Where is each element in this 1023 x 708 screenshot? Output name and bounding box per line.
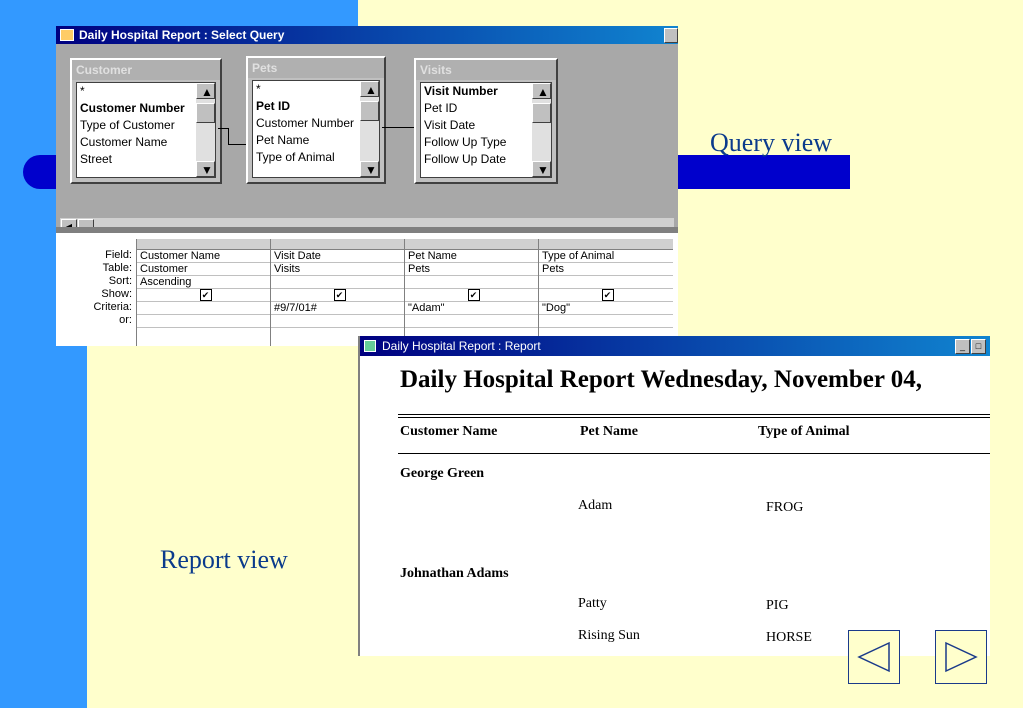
table-title: Customer — [72, 60, 220, 80]
grid-cell-show[interactable] — [271, 289, 405, 302]
previous-slide-button[interactable] — [848, 630, 900, 684]
grid-cell-field[interactable]: Type of Animal — [539, 250, 673, 263]
field-item[interactable]: * — [256, 82, 261, 96]
grid-cell-sort[interactable] — [539, 276, 673, 289]
grid-cell-sort[interactable] — [271, 276, 405, 289]
grid-cell-criteria[interactable] — [137, 302, 271, 315]
report-window-titlebar[interactable] — [360, 336, 990, 356]
field-item[interactable]: Pet Name — [256, 133, 310, 147]
show-checkbox[interactable]: ✔ — [602, 289, 614, 301]
show-checkbox[interactable]: ✔ — [468, 289, 480, 301]
field-item[interactable]: Customer Number — [256, 116, 355, 130]
field-item[interactable]: * — [80, 84, 85, 98]
triangle-left-icon — [849, 631, 899, 683]
vertical-scrollbar[interactable] — [360, 81, 379, 177]
column-selector[interactable] — [539, 239, 673, 250]
grid-column[interactable] — [404, 239, 539, 346]
show-checkbox[interactable]: ✔ — [200, 289, 212, 301]
row-label: Criteria: — [93, 301, 132, 313]
grid-cell-table[interactable]: Customer — [137, 263, 271, 276]
grid-cell-show[interactable] — [137, 289, 271, 302]
row-label: or: — [119, 314, 132, 326]
grid-cell-or[interactable] — [271, 315, 405, 328]
table-pets[interactable] — [246, 56, 386, 184]
join-line — [382, 127, 414, 128]
join-line — [218, 128, 228, 129]
table-title: Pets — [248, 58, 384, 78]
field-list[interactable] — [76, 82, 216, 178]
query-window-title: Daily Hospital Report : Select Query — [79, 28, 285, 42]
query-window-titlebar[interactable] — [56, 26, 678, 44]
design-grid[interactable] — [56, 233, 678, 346]
field-item[interactable]: Pet ID — [256, 99, 291, 113]
next-slide-button[interactable] — [935, 630, 987, 684]
grid-cell-show[interactable] — [539, 289, 673, 302]
field-item[interactable]: Customer Number — [80, 101, 185, 115]
grid-cell-sort[interactable]: Ascending — [137, 276, 271, 289]
column-header-animal: Type of Animal — [758, 424, 850, 439]
grid-cell-table[interactable]: Pets — [539, 263, 673, 276]
table-visits[interactable] — [414, 58, 558, 184]
grid-cell-criteria[interactable]: #9/7/01# — [271, 302, 405, 315]
group-customer: George Green — [400, 466, 485, 481]
column-header-pet: Pet Name — [580, 424, 638, 439]
field-item[interactable]: Visit Number — [424, 84, 498, 98]
grid-cell-table[interactable]: Pets — [405, 263, 539, 276]
table-pane — [56, 44, 678, 227]
grid-column[interactable] — [136, 239, 271, 346]
report-pet-name: Adam — [578, 498, 613, 513]
triangle-right-icon — [936, 631, 986, 683]
scroll-thumb[interactable] — [360, 101, 379, 121]
field-item[interactable]: Pet ID — [424, 101, 458, 115]
grid-cell-table[interactable]: Visits — [271, 263, 405, 276]
report-window-title: Daily Hospital Report : Report — [382, 339, 541, 353]
table-customer[interactable] — [70, 58, 222, 184]
report-animal: FROG — [766, 500, 804, 515]
heading-rule — [398, 417, 990, 418]
scroll-down-icon[interactable]: ▼ — [360, 161, 379, 177]
row-label: Field: — [105, 249, 132, 261]
minimize-button[interactable] — [664, 28, 678, 43]
row-label: Show: — [101, 288, 132, 300]
query-view-caption: Query view — [710, 128, 833, 157]
field-item[interactable]: Follow Up Date — [424, 152, 507, 166]
report-window-icon — [364, 340, 376, 352]
row-label: Table: — [102, 262, 132, 274]
report-heading: Daily Hospital Report Wednesday, November 04, — [400, 366, 923, 393]
grid-cell-field[interactable]: Visit Date — [271, 250, 405, 263]
scroll-thumb[interactable] — [196, 103, 215, 123]
report-pet-name: Rising Sun — [578, 628, 640, 643]
row-label: Sort: — [108, 275, 132, 287]
scroll-up-icon[interactable]: ▲ — [360, 81, 379, 97]
show-checkbox[interactable]: ✔ — [334, 289, 346, 301]
query-window-icon — [60, 29, 74, 41]
grid-cell-criteria[interactable]: "Adam" — [405, 302, 539, 315]
grid-cell-field[interactable]: Pet Name — [405, 250, 539, 263]
grid-cell-or[interactable] — [137, 315, 271, 328]
header-rule — [398, 453, 990, 454]
field-item[interactable]: Street — [80, 152, 113, 166]
scroll-up-icon[interactable]: ▲ — [532, 83, 551, 99]
grid-cell-sort[interactable] — [405, 276, 539, 289]
report-window[interactable] — [358, 336, 990, 656]
query-design-window[interactable] — [56, 26, 678, 346]
report-body — [360, 356, 990, 656]
scroll-down-icon[interactable]: ▼ — [532, 161, 551, 177]
grid-cell-show[interactable] — [405, 289, 539, 302]
grid-column[interactable] — [270, 239, 405, 346]
report-pet-name: Patty — [578, 596, 607, 611]
report-animal: PIG — [766, 598, 789, 613]
field-list[interactable] — [252, 80, 380, 178]
grid-cell-field[interactable]: Customer Name — [137, 250, 271, 263]
vertical-scrollbar[interactable] — [532, 83, 551, 177]
maximize-button[interactable]: □ — [971, 339, 986, 354]
column-header-customer: Customer Name — [400, 424, 498, 439]
scroll-up-icon[interactable]: ▲ — [196, 83, 215, 99]
field-item[interactable]: Type of Animal — [256, 150, 335, 164]
report-animal: HORSE — [766, 630, 812, 645]
minimize-button[interactable]: _ — [955, 339, 970, 354]
field-item[interactable]: Visit Date — [424, 118, 476, 132]
join-line — [228, 128, 229, 144]
field-item[interactable]: Follow Up Type — [424, 135, 507, 149]
grid-cell-criteria[interactable]: "Dog" — [539, 302, 673, 315]
grid-cell-or[interactable] — [539, 315, 673, 328]
grid-column[interactable] — [538, 239, 673, 346]
column-selector[interactable] — [405, 239, 539, 250]
scroll-thumb[interactable] — [532, 103, 551, 123]
join-line — [228, 144, 246, 145]
vertical-scrollbar[interactable] — [196, 83, 215, 177]
group-customer: Johnathan Adams — [400, 566, 509, 581]
field-item[interactable]: Customer Name — [80, 135, 168, 149]
report-view-caption: Report view — [160, 545, 288, 574]
scroll-down-icon[interactable]: ▼ — [196, 161, 215, 177]
grid-cell-or[interactable] — [405, 315, 539, 328]
column-selector[interactable] — [137, 239, 271, 250]
field-list[interactable] — [420, 82, 552, 178]
table-title: Visits — [416, 60, 556, 80]
heading-rule — [398, 414, 990, 415]
grid-row-labels — [56, 249, 136, 327]
column-selector[interactable] — [271, 239, 405, 250]
field-item[interactable]: Type of Customer — [80, 118, 175, 132]
